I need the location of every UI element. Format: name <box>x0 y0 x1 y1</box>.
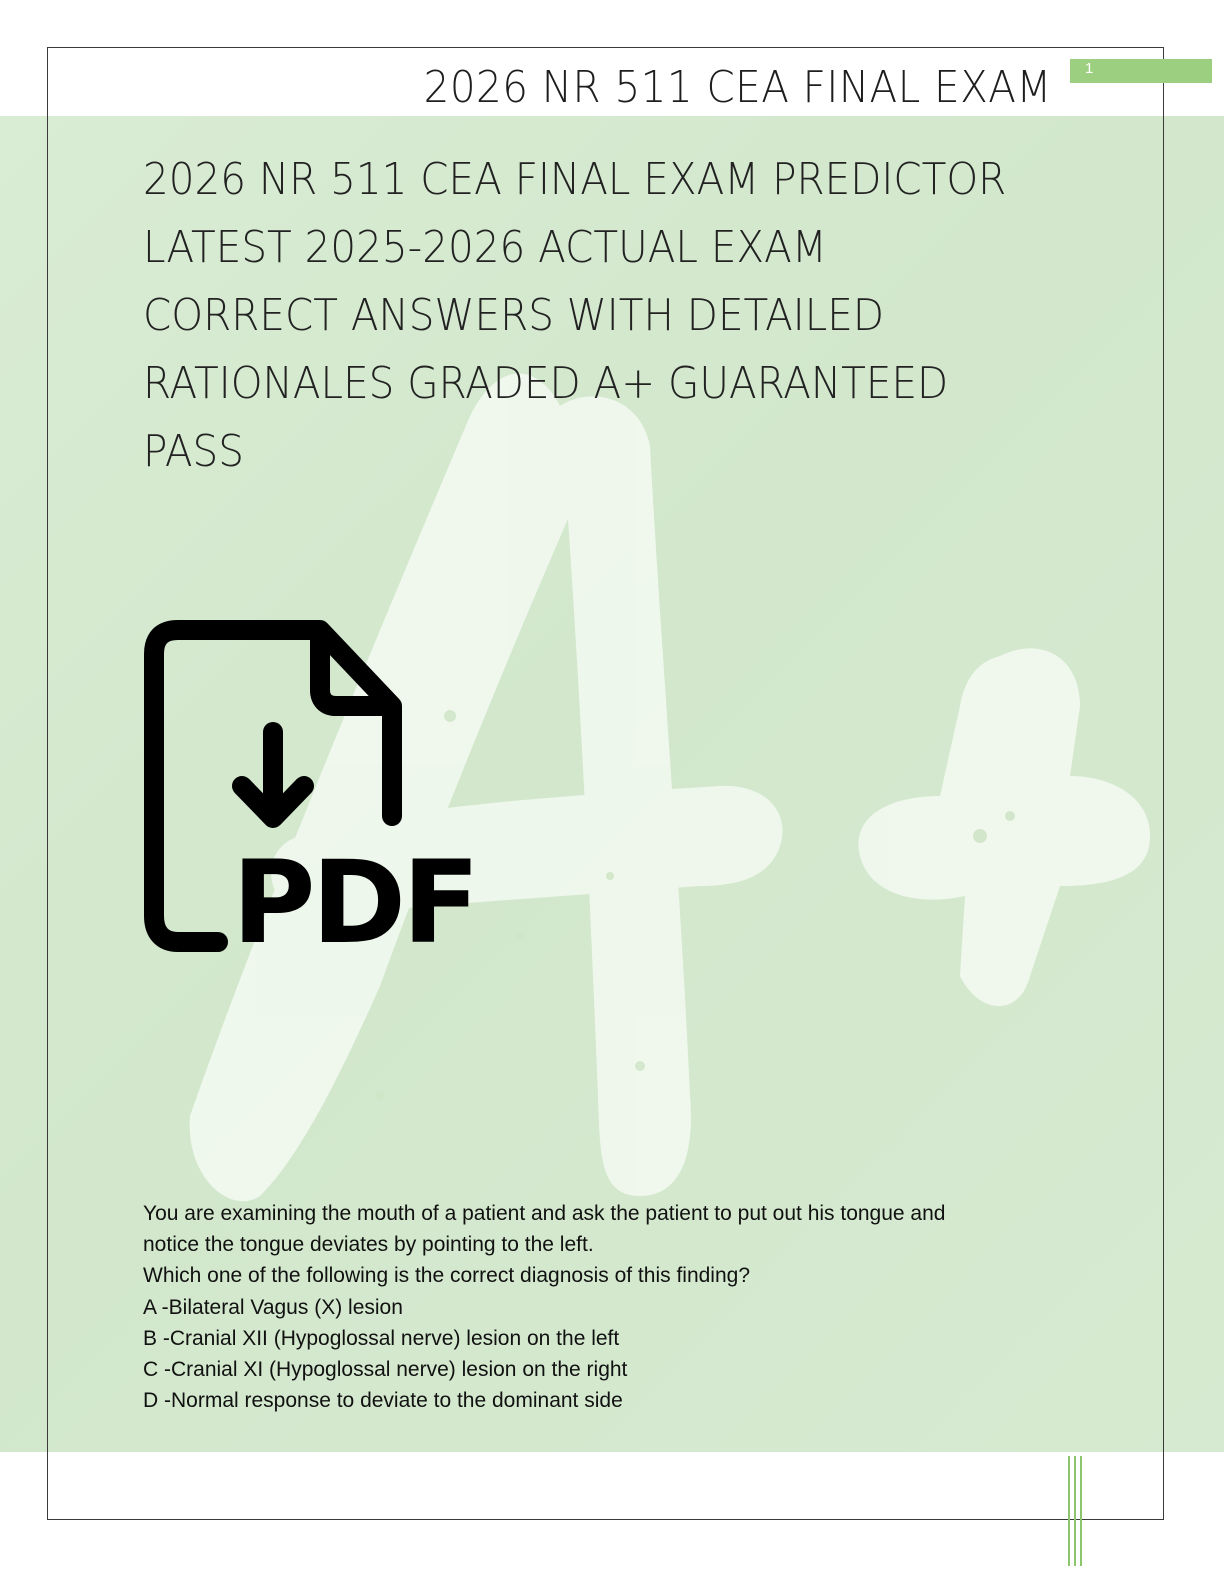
title-line: LATEST 2025-2026 ACTUAL EXAM <box>143 222 827 273</box>
title-line: PASS <box>143 426 244 477</box>
title-line: RATIONALES GRADED A+ GUARANTEED <box>143 358 949 409</box>
footer-decoration <box>1066 1456 1086 1566</box>
header-title: 2026 NR 511 CEA FINAL EXAM <box>423 62 1052 113</box>
answer-option-c: C -Cranial XI (Hypoglossal nerve) lesion on the right <box>143 1358 628 1382</box>
footer-line <box>1068 1456 1070 1566</box>
title-line: CORRECT ANSWERS WITH DETAILED <box>143 290 885 341</box>
answer-option-d: D -Normal response to deviate to the dominant side <box>143 1389 623 1413</box>
answer-option-b: B -Cranial XII (Hypoglossal nerve) lesion on the left <box>143 1326 620 1350</box>
question-block <box>143 1198 1043 1416</box>
file-download-pdf-icon <box>140 620 480 960</box>
document-title <box>143 146 1026 486</box>
title-line: 2026 NR 511 CEA FINAL EXAM PREDICTOR <box>143 154 1007 205</box>
pdf-icon-label: PDF <box>232 836 477 960</box>
question-prompt: Which one of the following is the correct diagnosis of this finding? <box>143 1264 751 1288</box>
footer-line <box>1080 1456 1082 1566</box>
question-stem-line: You are examining the mouth of a patient and ask the patient to put out his tongue and <box>143 1202 946 1225</box>
page-number: 1 <box>1085 60 1094 77</box>
answer-option-a: A -Bilateral Vagus (X) lesion <box>143 1295 403 1319</box>
footer-line <box>1074 1456 1076 1566</box>
question-stem-line: notice the tongue deviates by pointing to the left. <box>143 1233 594 1257</box>
